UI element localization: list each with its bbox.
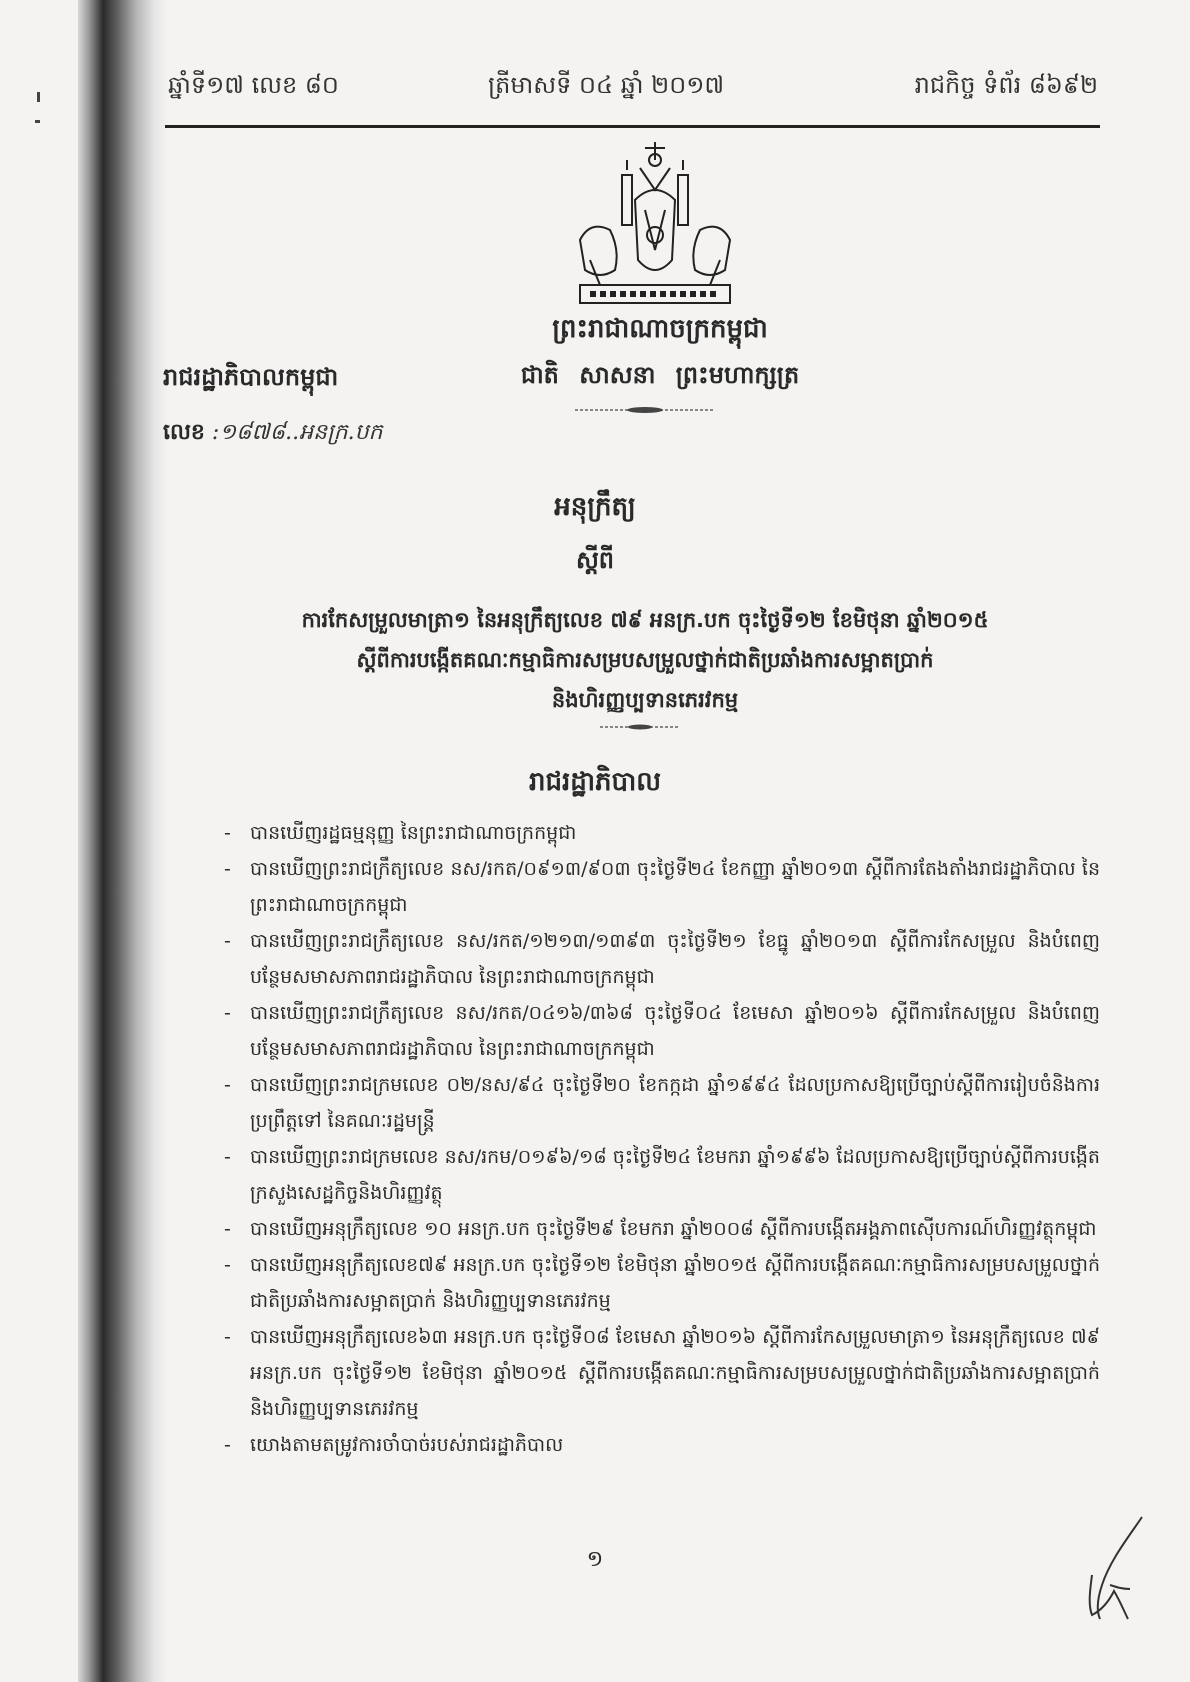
recital-item: - បានឃើញអនុក្រឹត្យលេខ៧៩ អនក្រ.បក ចុះថ្ងៃទី១២ ខែមិថុនា ឆ្នាំ២០១៥ ស្តីពីការបង្កើតគណៈកម្មាធិការសម្របសម្រួលថ្នាក់ជាតិប្រឆាំងការសម្អាតប្រាក់ និងហិរញ្ញប្បទានភេរវកម្ម bbox=[224, 1254, 1100, 1312]
scan-edge-mark bbox=[35, 120, 40, 123]
kingdom-name: ព្រះរាជាណាចក្រកម្ពុជា bbox=[552, 314, 768, 344]
document-type: អនុក្រឹត្យ bbox=[554, 492, 636, 522]
national-motto: ជាតិ សាសនា ព្រះមហាក្សត្រ bbox=[520, 361, 800, 389]
gazette-quarter: ត្រីមាសទី ០៤ ឆ្នាំ ២០១៧ bbox=[488, 71, 725, 99]
gazette-header bbox=[168, 70, 1098, 110]
recital-item: - បានឃើញព្រះរាជក្រមលេខ ០២/នស/៩៤ ចុះថ្ងៃទី២០ ខែកក្កដា ឆ្នាំ១៩៩៤ ដែលប្រកាសឱ្យប្រើច្បាប់ស្តីពីការរៀបចំនិងការប្រព្រឹត្តទៅ នៃគណៈរដ្ឋមន្ត្រី bbox=[224, 1074, 1100, 1132]
ornament-divider-icon bbox=[600, 722, 680, 732]
recital-item: - បានឃើញព្រះរាជក្រមលេខ នស/រកម/០១៩៦/១៨ ចុះថ្ងៃទី២៤ ខែមករា ឆ្នាំ១៩៩៦ ដែលប្រកាសឱ្យប្រើច្បាប់ស្តីពីការបង្កើតក្រសួងសេដ្ឋកិច្ចនិងហិរញ្ញវត្ថុ bbox=[224, 1146, 1100, 1204]
recital-item: - បានឃើញអនុក្រឹត្យលេខ ១០ អនក្រ.បក ចុះថ្ងៃទី២៩ ខែមករា ឆ្នាំ២០០៨ ស្តីពីការបង្កើតអង្គភាពស៊ើបការណ៍ហិរញ្ញវត្ថុកម្ពុជា bbox=[224, 1218, 1097, 1240]
recital-item: - បានឃើញព្រះរាជក្រឹត្យលេខ នស/រកត/១២១៣/១៣៩៣ ចុះថ្ងៃទី២១ ខែធ្នូ ឆ្នាំ២០១៣ ស្តីពីការកែសម្រួល និងបំពេញបន្ថែមសមាសភាពរាជរដ្ឋាភិបាល នៃព្រះរាជាណាចក្រកម្ពុជា bbox=[224, 930, 1100, 988]
reference-value: :១៨៧៨..អនក្រ.បក bbox=[211, 420, 383, 445]
page-number: ១ bbox=[586, 1547, 604, 1572]
recital-item: - យោងតាមតម្រូវការចាំបាច់របស់រាជរដ្ឋាភិបាល bbox=[224, 1434, 564, 1456]
title-line: ស្តីពីការបង្កើតគណៈកម្មាធិការសម្របសម្រួលថ្នាក់ជាតិប្រឆាំងការសម្អាតប្រាក់ bbox=[356, 648, 934, 672]
document-title bbox=[180, 600, 1110, 720]
recital-item: - បានឃើញព្រះរាជក្រឹត្យលេខ នស/រកត/០៤១៦/៣៦៨ ចុះថ្ងៃទី០៤ ខែមេសា ឆ្នាំ២០១៦ ស្តីពីការកែសម្រួល និងបំពេញបន្ថែមសមាសភាពរាជរដ្ឋាភិបាល នៃព្រះរាជាណាចក្រកម្ពុជា bbox=[224, 1002, 1100, 1060]
scan-binding-shadow bbox=[78, 0, 168, 1682]
reference-label: លេខ bbox=[163, 420, 205, 445]
scan-edge-mark bbox=[37, 92, 40, 102]
issuing-government: រាជរដ្ឋាភិបាលកម្ពុជា bbox=[163, 363, 339, 391]
title-line: ការកែសម្រួលមាត្រា១ នៃអនុក្រឹត្យលេខ ៧៩ អនក្រ.បក ចុះថ្ងៃទី១២ ខែមិថុនា ឆ្នាំ២០១៥ bbox=[301, 608, 989, 632]
recital-item: - បានឃើញរដ្ឋធម្មនុញ្ញ នៃព្រះរាជាណាចក្រកម្ពុជា bbox=[224, 822, 577, 844]
recitals-list bbox=[224, 815, 1100, 1463]
document-about: ស្តីពី bbox=[575, 546, 615, 574]
authority-heading: រាជរដ្ឋាភិបាល bbox=[528, 767, 662, 797]
signature-initials-icon bbox=[1080, 1515, 1150, 1625]
gazette-issue: ឆ្នាំទី១៧ លេខ ៨០ bbox=[168, 71, 339, 99]
reference-number bbox=[163, 418, 383, 450]
royal-arms-emblem-icon bbox=[560, 140, 750, 315]
gazette-page: រាជកិច្ច ទំព័រ ៨៦៩២ bbox=[914, 71, 1098, 99]
header-rule bbox=[165, 125, 1100, 128]
ornament-divider-icon bbox=[575, 405, 715, 415]
recital-item: - បានឃើញអនុក្រឹត្យលេខ៦៣ អនក្រ.បក ចុះថ្ងៃទី០៨ ខែមេសា ឆ្នាំ២០១៦ ស្តីពីការកែសម្រួលមាត្រា១ នៃអនុក្រឹត្យលេខ ៧៩ អនក្រ.បក ចុះថ្ងៃទី១២ ខែមិថុនា ឆ្នាំ២០១៥ ស្តីពីការបង្កើតគណៈកម្មាធិការសម្របសម្រួលថ្នាក់ជាតិប្រឆាំងការសម្អាតប្រាក់ និងហិរញ្ញប្បទានភេរវកម្ម bbox=[224, 1326, 1100, 1420]
title-line: និងហិរញ្ញប្បទានភេរវកម្ម bbox=[551, 688, 739, 712]
recital-item: - បានឃើញព្រះរាជក្រឹត្យលេខ នស/រកត/០៩១៣/៩០៣ ចុះថ្ងៃទី២៤ ខែកញ្ញា ឆ្នាំ២០១៣ ស្តីពីការតែងតាំងរាជរដ្ឋាភិបាល នៃព្រះរាជាណាចក្រកម្ពុជា bbox=[224, 858, 1100, 916]
